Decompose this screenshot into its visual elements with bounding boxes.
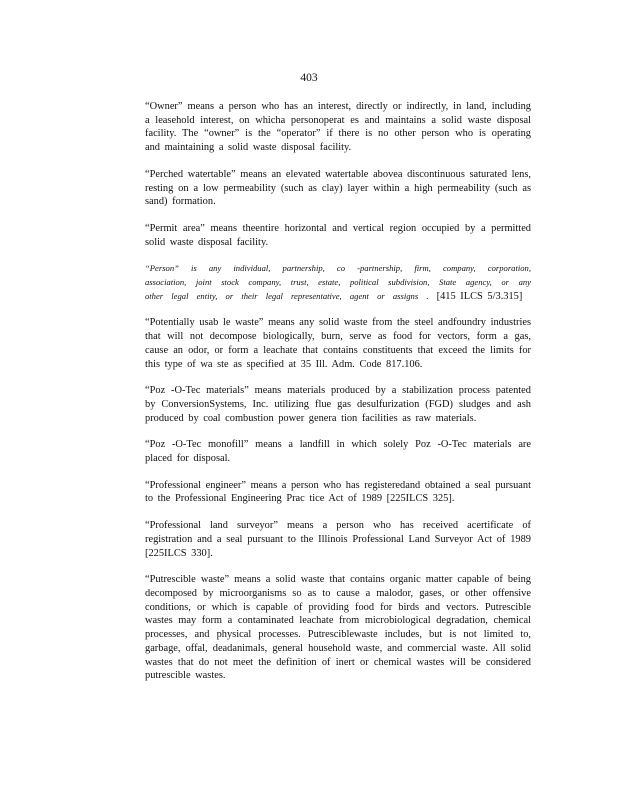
definition-potentially-usable-waste: “Potentially usab le waste” means any solid waste from the steel andfoundry industries that will not decompose biologically, burn, serve as food for vectors, form a gas, cause an odor, or form a leachate that contains constituents that exceed the limits for this type of wa ste as specified at 35 Ill. Adm. Code 817.106. — [145, 317, 531, 370]
definition-poz-o-tec-monofill: “Poz -O-Tec monofill” means a landfill in which solely Poz -O-Tec materials are placed for disposal. — [145, 439, 531, 465]
definition-person-citation: [415 ILCS 5/3.315] — [436, 290, 523, 302]
definition-permit-area: “Permit area” means theentire horizontal and vertical region occupied by a permitted solid waste disposal facility. — [145, 222, 531, 248]
definition-perched-watertable: “Perched watertable” means an elevated watertable abovea discontinuous saturated lens, resting on a low permeability (such as clay) layer within a high permeability (such as sand) formation. — [145, 168, 531, 208]
page-number: 403 — [300, 72, 318, 84]
definition-poz-o-tec-materials: “Poz -O-Tec materials” means materials produced by a stabilization process patented by ConversionSystems, Inc. utilizing flue gas desulfurization (FGD) sludges and ash produced by coal combustion power genera tion facilities as raw materials. — [145, 385, 531, 424]
definition-owner: “Owner” means a person who has an interest, directly or indirectly, in land, including a leasehold interest, on whicha personoperat es and maintains a solid waste disposal facility. The “owner” is the “operator” if there is no other person who is operating and maintaining a solid waste disposal facility. — [145, 101, 531, 154]
definition-person-text: “Person” is any individual, partnership, co -partnership, firm, company, corporation, association, joint stock company, trust, estate, political subdivision, State agency, or any other legal entity, or their legal representative, agent or assigns . — [145, 263, 531, 301]
definition-putrescible-waste: “Putrescible waste” means a solid waste that contains organic matter capable of being decomposed by microorganisms so as to cause a malodor, gases, or other offensive conditions, or which is capable of providing food for birds and vectors. Putrescible wastes may form a contaminated leachate from microbiological degradation, chemical processes, and physical processes. Putresciblewaste includes, but is not limited to, garbage, offal, deadanimals, general household waste, and commercial waste. All solid wastes that do not meet the definition of inert or chemical wastes will be considered putrescible wastes. — [145, 574, 531, 682]
definition-professional-engineer: “Professional engineer” means a person who has registeredand obtained a seal pursuant to the Professional Engineering Prac tice Act of 1989 [225ILCS 325]. — [145, 479, 531, 505]
definitions-body — [145, 100, 531, 696]
definition-professional-land-surveyor: “Professional land surveyor” means a person who has received acertificate of registration and a seal pursuant to the Illinois Professional Land Surveyor Act of 1989 [225ILCS 330]. — [145, 520, 531, 559]
definition-person — [145, 262, 531, 303]
